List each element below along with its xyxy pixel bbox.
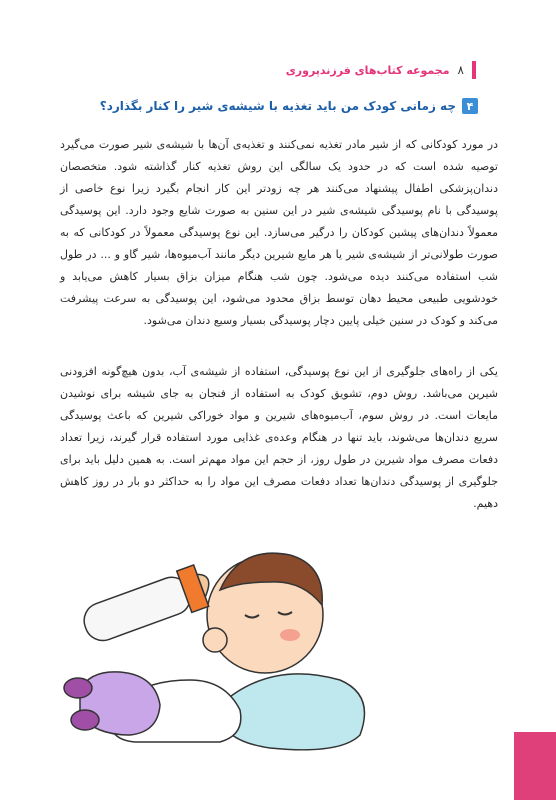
- body-paragraph-2: یکی از راه‌های جلوگیری از این نوع پوسیدگی، استفاده از شیشه‌ی آب، بدون هیچ‌گونه افزودنی شیرین می‌باشد. روش دوم، تشویق کودک به استفاده از فنجان به جای شیشه برای نوشیدن مایعات است. در روش سوم، آب‌میوه‌های شیرین و مواد خوراکی شیرین که باعث پوسیدگی سریع دندان‌ها می‌شوند، باید تنها در هنگام وعده‌ی غذایی مورد استفاده قرار گیرند، زیرا تعداد دفعات مصرف مواد شیرین در طول روز، از حجم این مواد مهم‌تر است. به همین دلیل باید برای جلوگیری از پوسیدگی دندان‌ها تعداد دفعات مصرف این مواد را به حداکثر دو بار در روز کاهش دهیم.: [60, 365, 498, 510]
- book-series-title: مجموعه کتاب‌های فرزندپروری: [285, 63, 450, 77]
- body-paragraph-1: در مورد کودکانی که از شیر مادر تغذیه نمی‌کنند و تغذیه‌ی آن‌ها با شیشه‌ی شیر صورت می‌گیرد توصیه شده است که در حدود یک سالگی این روش تغذیه کنار گذاشته شود. متخصصان دندان‌پزشکی اطفال پیشنهاد می‌کنند هر چه زودتر این کار انجام بگیرد زیرا نوع خاصی از پوسیدگی با نام پوسیدگی شیشه‌ی شیر در این سنین به صورت شایع وجود دارد. این پوسیدگی معمولاً دندان‌های پیشین کودکان را درگیر می‌سازد. این نوع پوسیدگی معمولاً در کودکانی که به صورت طولانی‌تر از شیشه‌ی شیر یا هر مایع شیرین دیگر مانند آب‌میوه‌ها، شیر گاو و ... در طول شب استفاده می‌کنند دیده می‌شود. چون شب هنگام میزان بزاق بسیار کاهش می‌یابد و خودشویی طبیعی محیط دهان توسط بزاق محدود می‌شود، این پوسیدگی به سرعت پیشرفت می‌کند و کودک در سنین خیلی پایین دچار پوسیدگی بسیار وسیع دندان می‌شود.: [60, 138, 498, 327]
- page-header: [286, 60, 476, 80]
- baby-foot-shape: [71, 710, 99, 730]
- baby-drinking-bottle-illustration: [40, 520, 380, 760]
- section-number-badge: ۴: [462, 98, 478, 114]
- section-heading-text: چه زمانی کودک من باید تغذیه با شیشه‌ی شیر را کنار بگذارد؟: [99, 99, 456, 113]
- pillow-shape: [220, 674, 365, 750]
- page-number: ۸: [457, 63, 464, 77]
- baby-foot-shape: [64, 678, 92, 698]
- section-heading: [58, 98, 478, 114]
- header-accent-bar: [472, 61, 476, 79]
- milk-bottle-shape: [78, 562, 217, 648]
- page-edge-tab: [514, 732, 556, 800]
- baby-cheek-shape: [280, 629, 300, 641]
- baby-hand-shape: [203, 628, 227, 652]
